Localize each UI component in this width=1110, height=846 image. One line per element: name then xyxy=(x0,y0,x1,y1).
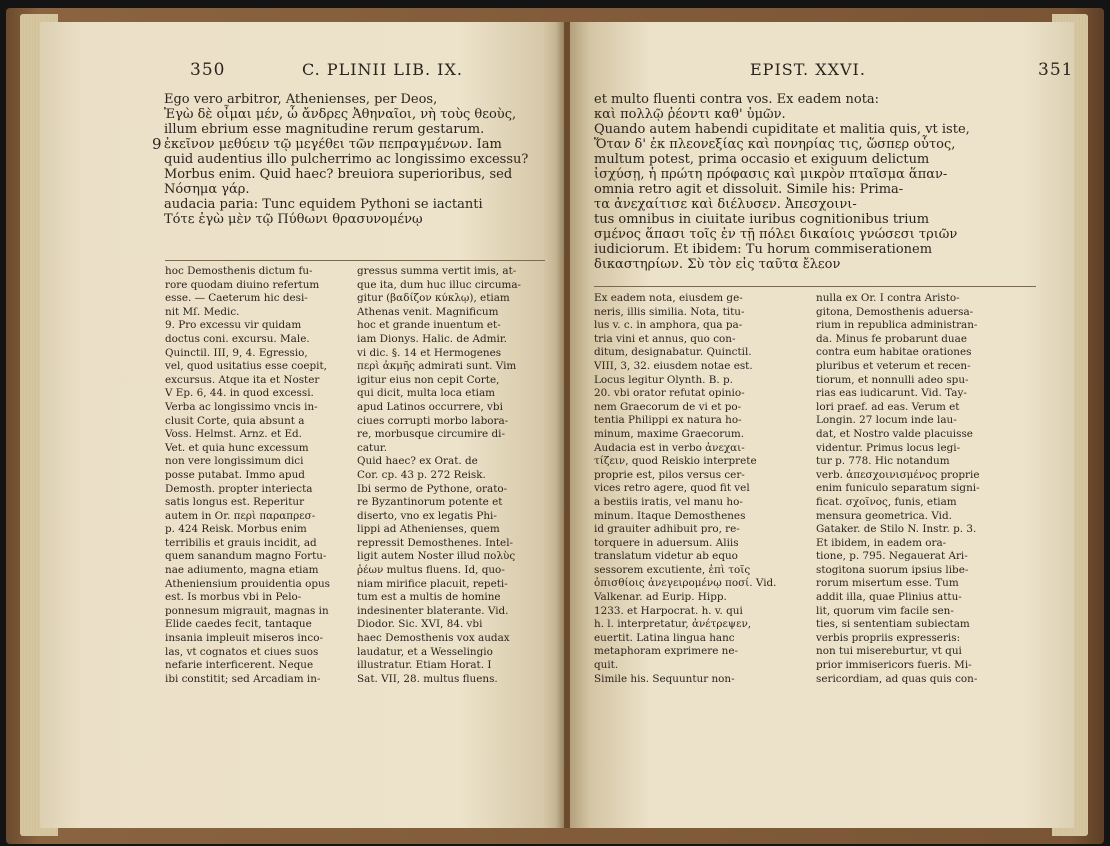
note-line: Sat. VII, 28. multus fluens. xyxy=(357,672,498,685)
note-line: lus v. c. in amphora, qua pa- xyxy=(594,319,743,332)
text-line: multum potest, prima occasio et exiguum delictum xyxy=(594,152,930,167)
note-line: que ita, dum huc illuc circuma- xyxy=(357,278,522,291)
note-line: rium in republica administran- xyxy=(816,319,978,332)
note-line: diserto, vno ex legatis Phi- xyxy=(357,509,497,522)
note-line: τίζειν, quod Reiskio interprete xyxy=(594,455,757,468)
text-line: Ego vero arbitror, Athenienses, per Deos, xyxy=(164,92,438,107)
note-line: est. Is morbus vbi in Pelo- xyxy=(165,591,302,604)
note-line: Cor. cp. 43 p. 272 Reisk. xyxy=(357,468,486,481)
note-line: euertit. Latina lingua hanc xyxy=(594,631,735,644)
note-line: rias eas iudicarunt. Vid. Tay- xyxy=(816,387,967,400)
note-line: Voss. Helmst. Arnz. et Ed. xyxy=(165,428,302,441)
note-line: enim funiculo separatum signi- xyxy=(816,482,980,495)
note-line: περὶ ἀκμῆς admirati sunt. Vim xyxy=(357,360,517,373)
note-line: iam Dionys. Halic. de Admir. xyxy=(357,332,507,345)
right-rule xyxy=(594,286,1036,287)
note-line: satis longus est. Reperitur xyxy=(165,496,305,509)
note-line: Gataker. de Stilo N. Instr. p. 3. xyxy=(816,523,977,536)
note-line: Valkenar. ad Eurip. Hipp. xyxy=(594,591,727,604)
text-line: καὶ πολλῷ ῥέοντι καθ' ὑμῶν. xyxy=(594,107,786,122)
text-line: audacia paria: Tunc equidem Pythoni se iactanti xyxy=(164,197,483,212)
text-line: quid audentius illo pulcherrimo ac longissimo excessu? xyxy=(164,152,529,167)
note-line: hoc Demosthenis dictum fu- xyxy=(165,265,313,277)
left-notes-col-2 xyxy=(357,265,521,686)
text-line: Τότε ἐγὼ μὲν τῷ Πύθωνι θρασυνομένῳ xyxy=(164,212,423,227)
note-line: 20. vbi orator refutat opinio- xyxy=(594,387,745,400)
note-line: 1233. et Harpocrat. h. v. qui xyxy=(594,604,743,617)
note-line: lippi ad Athenienses, quem xyxy=(357,523,500,536)
note-line: Ex eadem nota, eiusdem ge- xyxy=(594,292,743,304)
note-line: ὀπισθίοις ἀνεγειρομένῳ ποσί. Vid. xyxy=(594,577,777,590)
note-line: Athenas venit. Magnificum xyxy=(357,305,499,318)
text-line: iudiciorum. Et ibidem: Tu horum commiserationem xyxy=(594,242,933,257)
note-line: p. 424 Reisk. Morbus enim xyxy=(165,523,307,536)
note-line: translatum videtur ab equo xyxy=(594,550,738,563)
note-line: ciues corrupti morbo labora- xyxy=(357,414,509,427)
text-line: τα ἀνεχαίτισε καὶ διέλυσεν. Ἀπεσχοινι- xyxy=(594,197,857,212)
note-line: catur. xyxy=(357,441,388,454)
note-line: re Byzantinorum potente et xyxy=(357,496,503,509)
note-line: minum, maxime Graecorum. xyxy=(594,427,745,440)
note-line: gitona, Demosthenis aduersa- xyxy=(816,305,974,318)
left-rule xyxy=(165,260,545,261)
note-line: Atheniensium prouidentia opus xyxy=(165,577,331,590)
note-line: Audacia est in verbo ἀνεχαι- xyxy=(594,441,745,454)
note-line: metaphoram exprimere ne- xyxy=(594,645,739,658)
note-line: esse. — Caeterum hic desi- xyxy=(165,292,308,305)
note-line: verbis propriis expresseris: xyxy=(816,631,961,644)
note-line: h. l. interpretatur, ἀνέτρεψεν, xyxy=(594,618,752,631)
note-line: Et ibidem, in eadem ora- xyxy=(816,536,947,549)
note-line: da. Minus fe probarunt duae xyxy=(816,332,967,345)
text-line: illum ebrium esse magnitudine rerum gestarum. xyxy=(164,122,485,137)
text-line: omnia retro agit et dissoluit. Simile his: Prima- xyxy=(594,182,904,197)
note-line: Vet. et quia hunc excessum xyxy=(165,441,309,454)
note-line: Elide caedes fecit, tantaque xyxy=(165,618,312,631)
note-line: prior immisericors fueris. Mi- xyxy=(816,659,972,672)
note-line: V Ep. 6, 44. in quod excessi. xyxy=(165,387,314,400)
note-line: gitur (βαδίζον κύκλῳ), etiam xyxy=(357,292,510,305)
text-line: Ἐγὼ δὲ οἶμαι μέν, ὦ ἄνδρες Ἀθηναῖοι, νὴ τοὺς θεοὺς, xyxy=(164,107,517,122)
note-line: Demosth. propter interiecta xyxy=(165,482,313,495)
note-line: non vere longissimum dici xyxy=(165,455,304,468)
note-line: a bestiis iratis, vel manu ho- xyxy=(594,495,743,508)
text-line: Ὅταν δ' ἐκ πλεονεξίας καὶ πονηρίας τις, ὥσπερ οὗτος, xyxy=(594,137,956,152)
note-line: ῥέων multus fluens. Id, quo- xyxy=(357,564,505,577)
note-line: mensura geometrica. Vid. xyxy=(816,509,952,522)
note-line: pluribus et veterum et recen- xyxy=(816,359,971,372)
text-line: tus omnibus in ciuitate iuribus cognitionibus trium xyxy=(594,212,930,227)
note-line: Quinctil. III, 9, 4. Egressio, xyxy=(165,346,308,359)
note-line: ponnesum migrauit, magnas in xyxy=(165,604,329,617)
note-line: hoc et grande inuentum et- xyxy=(357,319,501,332)
left-page xyxy=(40,22,564,828)
note-line: insania impleuit miseros inco- xyxy=(165,632,323,645)
note-line: ligit autem Noster illud πολὺς xyxy=(357,550,516,563)
text-line: σμένος ἅπασι τοῖς ἐν τῇ πόλει δικαίοις γνώσεσι τριῶν xyxy=(594,227,958,242)
right-main-text xyxy=(594,92,970,272)
note-line: vel, quod usitatius esse coepit, xyxy=(165,360,327,373)
right-running-head: EPIST. XXVI. xyxy=(750,60,866,79)
note-line: apud Latinos occurrere, vbi xyxy=(357,400,503,413)
note-line: rore quodam diuino refertum xyxy=(165,278,320,291)
note-line: laudatur, et a Wesselingio xyxy=(357,645,493,658)
note-line: Ibi sermo de Pythone, orato- xyxy=(357,482,508,495)
note-line: Locus legitur Olynth. B. p. xyxy=(594,373,733,386)
note-line: neris, illis similia. Nota, titu- xyxy=(594,305,745,318)
note-line: quit. xyxy=(594,659,619,672)
note-line: indesinenter blaterante. Vid. xyxy=(357,604,509,617)
note-line: nit Mſ. Medic. xyxy=(165,305,240,318)
note-line: re, morbusque circumire di- xyxy=(357,428,505,441)
note-line: dat, et Nostro valde placuisse xyxy=(816,427,973,440)
text-line: Morbus enim. Quid haec? breuiora superioribus, sed xyxy=(164,167,513,182)
text-line: ἐκεῖνον μεθύειν τῷ μεγέθει τῶν πεπραγμένων. Iam xyxy=(164,137,502,152)
note-line: tentia Philippi ex natura ho- xyxy=(594,414,742,427)
note-line: ditum, designabatur. Quinctil. xyxy=(594,346,752,359)
note-line: sericordiam, ad quas quis con- xyxy=(816,672,978,685)
note-line: torquere in aduersum. Aliis xyxy=(594,536,739,549)
note-line: lori praef. ad eas. Verum et xyxy=(816,400,960,413)
note-line: id grauiter adhibuit pro, re- xyxy=(594,523,740,536)
left-notes-col-1 xyxy=(165,265,330,686)
note-line: Quid haec? ex Orat. de xyxy=(357,455,478,468)
note-line: ties, si sententiam subiectam xyxy=(816,618,970,631)
note-line: igitur eius non cepit Corte, xyxy=(357,373,500,386)
note-line: tione, p. 795. Negauerat Ari- xyxy=(816,550,968,563)
note-line: illustratur. Etiam Horat. I xyxy=(357,659,492,672)
note-line: vi dic. §. 14 et Hermogenes xyxy=(357,346,502,359)
right-notes-col-2 xyxy=(816,292,980,686)
right-page xyxy=(570,22,1074,828)
note-line: VIII, 3, 32. eiusdem notae est. xyxy=(594,359,753,372)
note-line: vices retro agere, quod fit vel xyxy=(594,482,750,495)
note-line: haec Demosthenis vox audax xyxy=(357,632,510,645)
note-line: excursus. Atque ita et Noster xyxy=(165,373,320,386)
text-line: Νόσημα γάρ. xyxy=(164,182,250,197)
left-margin-number: 9 xyxy=(152,135,162,153)
note-line: tur p. 778. Hic notandum xyxy=(816,455,950,468)
note-line: contra eum habitae orationes xyxy=(816,346,972,359)
note-line: non tui misereburtur, vt qui xyxy=(816,645,962,658)
note-line: nae adiumento, magna etiam xyxy=(165,564,319,577)
note-line: las, vt cognatos et ciues suos xyxy=(165,645,319,658)
note-line: tria vini et annus, quo con- xyxy=(594,332,736,345)
note-line: nem Graecorum de vi et po- xyxy=(594,400,742,413)
note-line: stogitona suorum ipsius libe- xyxy=(816,563,969,576)
note-line: tiorum, et nonnulli adeo spu- xyxy=(816,373,969,386)
text-line: δικαστηρίων. Σὺ τὸν εἰς ταῦτα ἔλεον xyxy=(594,257,841,272)
text-line: Quando autem habendi cupiditate et malitia quis, vt iste, xyxy=(594,122,970,137)
note-line: autem in Or. περὶ παραπρεσ- xyxy=(165,509,316,522)
note-line: Longin. 27 locum inde lau- xyxy=(816,414,957,427)
note-line: sessorem excutiente, ἐπὶ τοῖς xyxy=(594,563,751,576)
note-line: verb. ἀπεσχοινισμένος proprie xyxy=(816,468,980,481)
note-line: videntur. Primus locus legi- xyxy=(816,441,961,454)
note-line: proprie est, pilos versus cer- xyxy=(594,468,745,481)
left-main-text xyxy=(164,92,528,227)
note-line: 9. Pro excessu vir quidam xyxy=(165,319,302,332)
note-line: clusit Corte, quia absunt a xyxy=(165,414,305,427)
note-line: gressus summa vertit imis, at- xyxy=(357,265,517,277)
right-notes-col-1 xyxy=(594,292,776,686)
note-line: Verba ac longissimo vncis in- xyxy=(165,400,318,413)
note-line: repressit Demosthenes. Intel- xyxy=(357,536,514,549)
note-line: ibi constitit; sed Arcadiam in- xyxy=(165,672,321,685)
note-line: qui dicit, multa loca etiam xyxy=(357,387,496,400)
note-line: rorum misertum esse. Tum xyxy=(816,577,959,590)
note-line: niam mirifice placuit, repeti- xyxy=(357,577,508,590)
note-line: minum. Itaque Demosthenes xyxy=(594,509,746,522)
note-line: nefarie interficerent. Neque xyxy=(165,659,314,672)
note-line: lit, quorum vim facile sen- xyxy=(816,604,954,617)
note-line: doctus coni. excursu. Male. xyxy=(165,332,310,345)
note-line: ficat. σχοῖνος, funis, etiam xyxy=(816,495,957,508)
note-line: terribilis et grauis incidit, ad xyxy=(165,536,317,549)
left-running-head: C. PLINII LIB. IX. xyxy=(302,60,463,79)
note-line: nulla ex Or. I contra Aristo- xyxy=(816,292,960,304)
text-line: et multo fluenti contra vos. Ex eadem nota: xyxy=(594,92,880,107)
note-line: quem sanandum magno Fortu- xyxy=(165,550,327,563)
text-line: ἰσχύσῃ, ἡ πρώτη πρόφασις καὶ μικρὸν πταῖσμα ἅπαν- xyxy=(594,167,948,182)
right-page-number: 351 xyxy=(1038,60,1074,80)
note-line: Simile his. Sequuntur non- xyxy=(594,672,735,685)
left-page-number: 350 xyxy=(190,60,226,80)
note-line: tum est a multis de homine xyxy=(357,591,501,604)
note-line: addit illa, quae Plinius attu- xyxy=(816,591,962,604)
note-line: posse putabat. Immo apud xyxy=(165,468,305,481)
note-line: Diodor. Sic. XVI, 84. vbi xyxy=(357,618,483,631)
